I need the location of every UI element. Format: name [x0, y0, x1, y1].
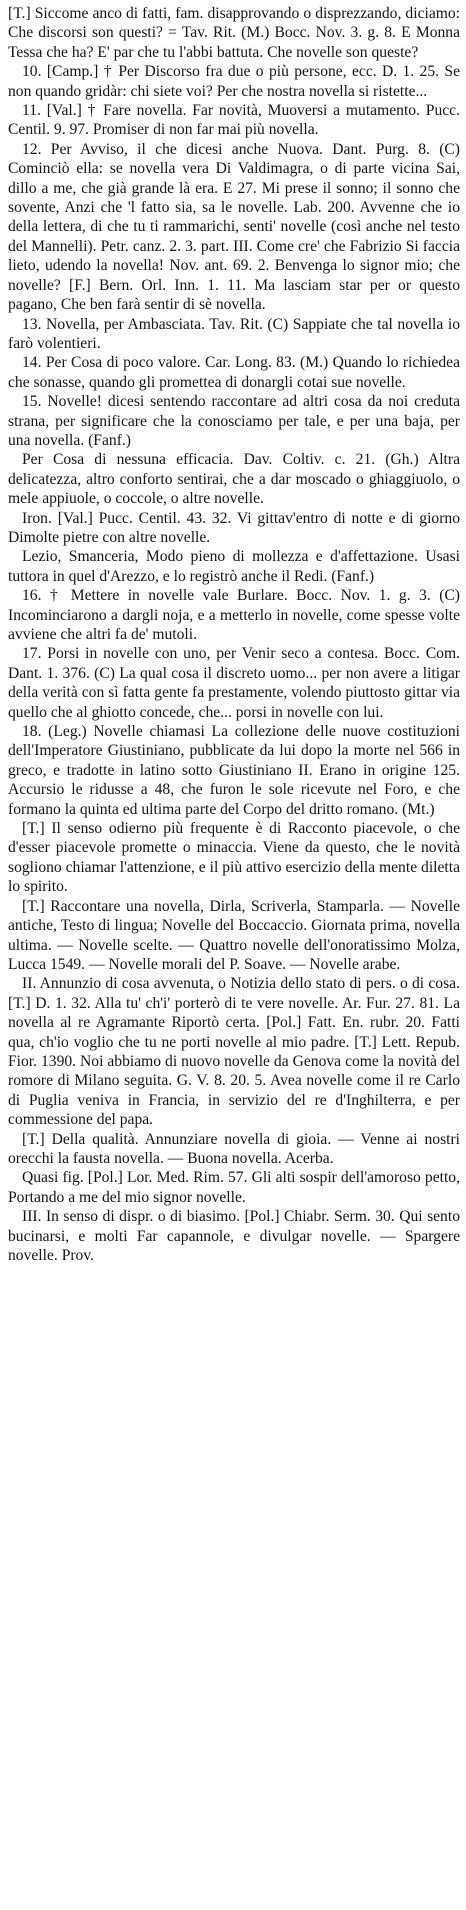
entry-sense-17: 17. Porsi in novelle con uno, per Venir seco a contesa. Bocc. Com. Dant. 1. 376. (C) La qual cosa il discreto uomo... per non avere a litigar della verità con sì fatta gente fa prestamente, volendo piuttosto gittar via quello che al ghiotto concede, che... porsi in novelle con lui. [8, 645, 460, 721]
entry-sense-13: 13. Novella, per Ambasciata. Tav. Rit. (C) Sappiate che tal novella io farò volentieri. [8, 315, 460, 352]
entry-sense-10: 10. [Camp.] † Per Discorso fra due o più persone, ecc. D. 1. 25. Se non quando gridàr: chi siete voi? Per che nostra novella si ristette... [8, 63, 460, 100]
entry-sense-II-quality: [T.] Della qualità. Annunziare novella di gioia. — Venne ai nostri orecchi la fausta novella. — Buona novella. Acerba. [8, 1130, 460, 1167]
entry-sense-16: 16. † Mettere in novelle vale Burlare. Bocc. Nov. 1. g. 3. (C) Incominciarono a dargli noja, e a metterlo in novelle, come spesse volte avviene che altri fa de' mutoli. [8, 587, 460, 643]
entry-sense-III: III. In senso di dispr. o di biasimo. [Pol.] Chiabr. Serm. 30. Qui sento bucinarsi, e molti Far capannole, e divulgar novelle. — Spargere novelle. Prov. [8, 1208, 460, 1264]
entry-paragraph-intro: [T.] Siccome anco di fatti, fam. disapprovando o disprezzando, diciamo: Che discorsi son questi? = Tav. Rit. (M.) Bocc. Nov. 3. g. 8. E Monna Tessa che ha? E' par che tu l'abbi battuta. Che novelle son queste? [8, 5, 460, 61]
entry-sense-II: II. Annunzio di cosa avvenuta, o Notizia dello stato di pers. o di cosa. [T.] D. 1. 32. Alla tu' ch'i' porterò di te vere novelle. Ar. Fur. 27. 81. La novella al re Agramante Riportò certa. [Pol.] Fatt. En. rubr. 20. Fatti qua, ch'io voglio che tu ne porti novelle al mio padre. [T.] Lett. Repub. Fior. 1390. Noi abbiamo di nuovo novelle da Genova come la novità del romore di Milano seguita. G. V. 8. 20. 5. Avea novelle come il re Carlo di Puglia veniva in Francia, in servizio del re d'Inghilterra, e per commessione del papa. [8, 975, 460, 1129]
entry-sense-15-cosa: Per Cosa di nessuna efficacia. Dav. Coltiv. c. 21. (Gh.) Altra delicatezza, altro conforto sentirai, che a dar moscado o ghiaggiuolo, o mele appiuole, o coccole, o altre novelle. [8, 451, 460, 508]
entry-sense-15: 15. Novelle! dicesi sentendo raccontare ad altri cosa da noi creduta strana, per significare che la conosciamo per tale, e per una baja, per una novella. (Fanf.) [8, 393, 460, 449]
entry-sense-15-lezio: Lezio, Smanceria, Modo pieno di mollezza e d'affettazione. Usasi tuttora in quel d'Arezzo, e lo registrò anche il Redi. (Fanf.) [8, 548, 460, 585]
entry-sense-II-fig: Quasi fig. [Pol.] Lor. Med. Rim. 57. Gli alti sospir dell'amoroso petto, Portando a me del mio signor novelle. [8, 1169, 460, 1206]
entry-sense-11: 11. [Val.] † Fare novella. Far novità, Muoversi a mutamento. Pucc. Centil. 9. 97. Promiser di non far mai più novella. [8, 102, 460, 139]
entry-sense-15-iron: Iron. [Val.] Pucc. Centil. 43. 32. Vi gittav'entro di notte e di giorno Dimolte pietre con altre novelle. [8, 509, 460, 546]
entry-sense-12: 12. Per Avviso, il che dicesi anche Nuova. Dant. Purg. 8. (C) Cominciò ella: se novella vera Di Valdimagra, o di parte vicina Sai, dillo a me, che già grande là era. E 27. Mi prese il sonno; il sonno che sovente, Anzi che 'l fatto sia, sa le novelle. Lab. 200. Avvenne che io della lettera, di che tu ti rammarichi, senti' novelle (così anche nel testo del Mannelli). Petr. canz. 2. 3. part. III. Come cre' che Fabrizio Si faccia lieto, udendo la novella! Nov. ant. 69. 2. Benvenga lo signor mio; che novelle? [F.] Bern. Orl. Inn. 1. 11. Ma lasciam star per or questo pagano, Che ben farà sentir di sè novella. [8, 140, 460, 314]
entry-sense-18: 18. (Leg.) Novelle chiamasi La collezione delle nuove costituzioni dell'Imperatore Giustiniano, pubblicate da lui dopo la morte nel 566 in greco, e tradotte in latino sotto Giustiniano II. Erano in origine 125. Accursio le ridusse a 48, che furon le sole ricevute nel Foro, e che formano la quinta ed ultima parte del Corpo del dritto romano. (Mt.) [8, 723, 460, 818]
entry-note-modern-sense: [T.] Il senso odierno più frequente è di Racconto piacevole, o che d'esser piacevole promette o minaccia. Viene da questo, che le novità sogliono chiamar l'attenzione, e il più attivo esercizio della mente diletta lo spirito. [8, 820, 460, 896]
entry-note-examples: [T.] Raccontare una novella, Dirla, Scriverla, Stamparla. — Novelle antiche, Testo di lingua; Novelle del Boccaccio. Giornata prima, novella ultima. — Novelle scelte. — Quattro novelle dell'onoratissimo Molza, Lucca 1549. — Novelle morali del P. Soave. — Novelle arabe. [8, 897, 460, 973]
entry-sense-14: 14. Per Cosa di poco valore. Car. Long. 83. (M.) Quando lo richiedea che sonasse, quando gli promettea di donargli cotai sue novelle. [8, 354, 460, 391]
